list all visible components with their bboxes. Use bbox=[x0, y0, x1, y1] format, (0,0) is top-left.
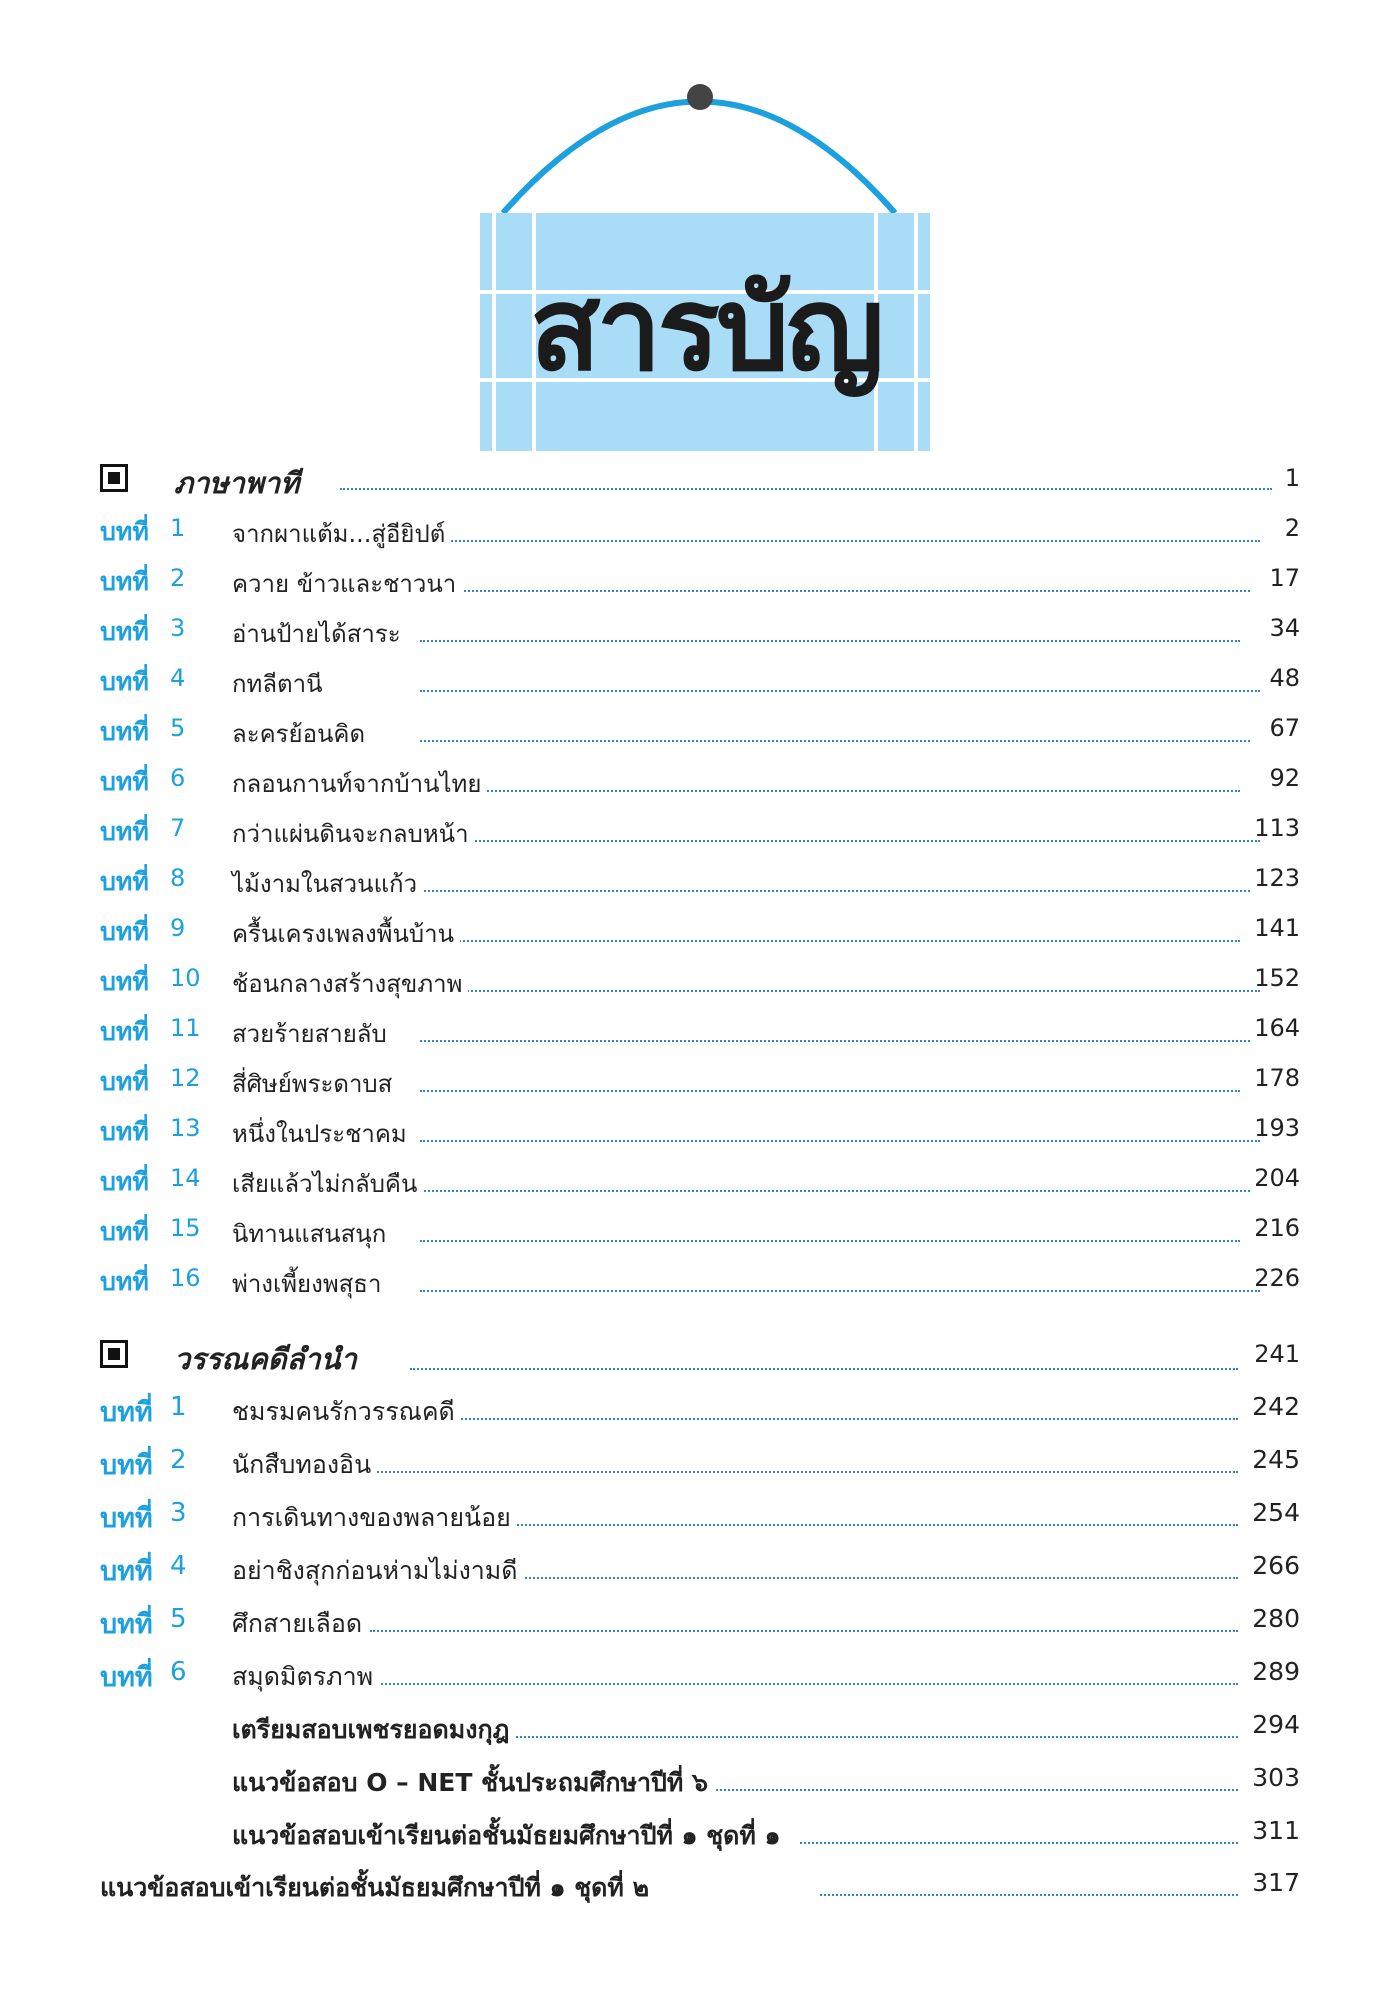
chapter-label: บทที่ bbox=[100, 817, 149, 846]
page-number: 67 bbox=[1269, 714, 1300, 742]
chapter-title: ควาย ข้าวและชาวนา bbox=[232, 564, 462, 603]
page-title: สารบัญ bbox=[529, 262, 881, 397]
chapter-number: 4 bbox=[170, 1551, 187, 1581]
page-number: 266 bbox=[1252, 1551, 1300, 1580]
chapter-number: 10 bbox=[170, 964, 201, 992]
dot-leader bbox=[420, 990, 1260, 992]
page-number: 242 bbox=[1252, 1392, 1300, 1421]
chapter-title: ไม้งามในสวนแก้ว bbox=[232, 864, 423, 903]
chapter-label: บทที่ bbox=[100, 867, 149, 896]
chapter-title: พ่างเพี้ยงพสุธา bbox=[232, 1264, 387, 1303]
page-number: 164 bbox=[1254, 1014, 1300, 1042]
dot-leader bbox=[420, 1190, 1250, 1192]
dot-leader bbox=[420, 890, 1250, 892]
page-number: 241 bbox=[1254, 1340, 1300, 1368]
dot-leader bbox=[370, 1630, 1238, 1632]
chapter-title: เสียแล้วไม่กลับคืน bbox=[232, 1164, 423, 1203]
chapter-label: บทที่ bbox=[100, 1450, 153, 1481]
toc-row[interactable] bbox=[0, 1060, 1400, 1100]
dot-leader bbox=[420, 640, 1240, 642]
page-number: 216 bbox=[1254, 1214, 1300, 1242]
toc-row[interactable] bbox=[0, 1260, 1400, 1300]
chapter-number: 15 bbox=[170, 1214, 201, 1242]
chapter-number: 11 bbox=[170, 1014, 201, 1042]
dot-leader bbox=[480, 1736, 1238, 1738]
chapter-title: จากผาแต้ม...สู่อียิปต์ bbox=[232, 514, 451, 553]
chapter-number: 3 bbox=[170, 614, 186, 642]
page-number: 289 bbox=[1252, 1657, 1300, 1686]
dot-leader bbox=[420, 540, 1260, 542]
nail-icon bbox=[687, 84, 713, 110]
chapter-label: บทที่ bbox=[100, 767, 149, 796]
extra-title: แนวข้อสอบเข้าเรียนต่อชั้นมัธยมศึกษาปีที่ ๑ ชุดที่ ๑ bbox=[232, 1816, 786, 1856]
page-number: 254 bbox=[1252, 1498, 1300, 1527]
chapter-number: 13 bbox=[170, 1114, 201, 1142]
page-number: 280 bbox=[1252, 1604, 1300, 1633]
toc-row[interactable] bbox=[0, 1210, 1400, 1250]
chapter-number: 5 bbox=[170, 1604, 187, 1634]
page-number: 141 bbox=[1254, 914, 1300, 942]
toc-row[interactable] bbox=[0, 710, 1400, 750]
page-number: 92 bbox=[1269, 764, 1300, 792]
page-number: 204 bbox=[1254, 1164, 1300, 1192]
toc-row[interactable] bbox=[0, 510, 1400, 550]
chapter-label: บทที่ bbox=[100, 1556, 153, 1587]
dot-leader bbox=[420, 790, 1240, 792]
chapter-label: บทที่ bbox=[100, 517, 149, 546]
page-number: 123 bbox=[1254, 864, 1300, 892]
page-number: 178 bbox=[1254, 1064, 1300, 1092]
dot-leader bbox=[420, 690, 1260, 692]
page-number: 113 bbox=[1254, 814, 1300, 842]
chapter-label: บทที่ bbox=[100, 1662, 153, 1693]
page-number: 48 bbox=[1269, 664, 1300, 692]
chapter-number: 4 bbox=[170, 664, 186, 692]
chapter-number: 1 bbox=[170, 1392, 187, 1422]
toc-row[interactable] bbox=[0, 1600, 1400, 1640]
title-sign bbox=[0, 0, 1400, 460]
page-number: 1 bbox=[1284, 464, 1300, 492]
page-number: 226 bbox=[1254, 1264, 1300, 1292]
chapter-title: อ่านป้ายได้สาระ bbox=[232, 614, 407, 653]
hanging-string bbox=[503, 102, 895, 214]
chapter-title: กว่าแผ่นดินจะกลบหน้า bbox=[232, 814, 475, 853]
dot-leader bbox=[370, 1418, 1238, 1420]
chapter-number: 3 bbox=[170, 1498, 187, 1528]
chapter-title: นักสืบทองอิน bbox=[232, 1445, 377, 1485]
dot-leader bbox=[820, 1894, 1238, 1896]
chapter-number: 8 bbox=[170, 864, 186, 892]
dot-leader bbox=[420, 1140, 1260, 1142]
chapter-title: ศึกสายเลือด bbox=[232, 1604, 368, 1644]
section-heading-part2[interactable] bbox=[0, 1336, 1400, 1376]
chapter-number: 7 bbox=[170, 814, 186, 842]
chapter-number: 9 bbox=[170, 914, 186, 942]
page-number: 17 bbox=[1269, 564, 1300, 592]
chapter-title: การเดินทางของพลายน้อย bbox=[232, 1498, 517, 1538]
chapter-label: บทที่ bbox=[100, 1017, 149, 1046]
chapter-title: ช้อนกลางสร้างสุขภาพ bbox=[232, 964, 468, 1003]
toc-row[interactable] bbox=[0, 860, 1400, 900]
dot-leader bbox=[410, 1368, 1238, 1370]
dot-leader bbox=[340, 488, 1272, 490]
chapter-label: บทที่ bbox=[100, 1609, 153, 1640]
chapter-label: บทที่ bbox=[100, 1117, 149, 1146]
section-title: วรรณคดีลำนำ bbox=[174, 1336, 363, 1382]
toc-row[interactable] bbox=[0, 810, 1400, 850]
chapter-number: 16 bbox=[170, 1264, 201, 1292]
extra-title: แนวข้อสอบ O – NET ชั้นประถมศึกษาปีที่ ๖ bbox=[232, 1763, 714, 1803]
toc-row[interactable] bbox=[0, 1494, 1400, 1534]
chapter-title: หนึ่งในประชาคม bbox=[232, 1114, 413, 1153]
chapter-label: บทที่ bbox=[100, 1397, 153, 1428]
chapter-label: บทที่ bbox=[100, 1067, 149, 1096]
chapter-label: บทที่ bbox=[100, 617, 149, 646]
chapter-label: บทที่ bbox=[100, 567, 149, 596]
page-number: 317 bbox=[1252, 1868, 1300, 1897]
chapter-number: 2 bbox=[170, 564, 186, 592]
toc-row-extra[interactable] bbox=[0, 1759, 1400, 1799]
toc-row-extra[interactable] bbox=[0, 1812, 1400, 1852]
chapter-title: นิทานแสนสนุก bbox=[232, 1214, 392, 1253]
dot-leader bbox=[420, 1040, 1250, 1042]
section-title: ภาษาพาที bbox=[174, 460, 305, 506]
toc-row[interactable] bbox=[0, 1441, 1400, 1481]
chapter-title: สี่ศิษย์พระดาบส bbox=[232, 1064, 398, 1103]
chapter-number: 14 bbox=[170, 1164, 201, 1192]
page-number: 245 bbox=[1252, 1445, 1300, 1474]
dot-leader bbox=[420, 590, 1250, 592]
page-number: 152 bbox=[1254, 964, 1300, 992]
page-number: 34 bbox=[1269, 614, 1300, 642]
page-number: 294 bbox=[1252, 1710, 1300, 1739]
chapter-title: ครื้นเครงเพลงพื้นบ้าน bbox=[232, 914, 460, 953]
dot-leader bbox=[420, 840, 1260, 842]
chapter-label: บทที่ bbox=[100, 1217, 149, 1246]
chapter-label: บทที่ bbox=[100, 717, 149, 746]
extra-title: เตรียมสอบเพชรยอดมงกุฎ bbox=[232, 1710, 515, 1750]
toc-row[interactable] bbox=[0, 910, 1400, 950]
chapter-number: 12 bbox=[170, 1064, 201, 1092]
chapter-number: 6 bbox=[170, 764, 186, 792]
extra-title: แนวข้อสอบเข้าเรียนต่อชั้นมัธยมศึกษาปีที่ ๑ ชุดที่ ๒ bbox=[100, 1868, 655, 1908]
chapter-number: 6 bbox=[170, 1657, 187, 1687]
toc-row-extra[interactable] bbox=[0, 1706, 1400, 1746]
chapter-label: บทที่ bbox=[100, 917, 149, 946]
dot-leader bbox=[420, 1240, 1240, 1242]
toc-row[interactable] bbox=[0, 1010, 1400, 1050]
section-heading-part1[interactable] bbox=[0, 460, 1400, 500]
toc-row[interactable] bbox=[0, 610, 1400, 650]
dot-leader bbox=[370, 1471, 1238, 1473]
dot-leader bbox=[420, 1090, 1240, 1092]
page-number: 193 bbox=[1254, 1114, 1300, 1142]
toc-row[interactable] bbox=[0, 1160, 1400, 1200]
chapter-label: บทที่ bbox=[100, 1167, 149, 1196]
toc-row[interactable] bbox=[0, 1653, 1400, 1693]
page-number: 303 bbox=[1252, 1763, 1300, 1792]
chapter-title: กลอนกานท์จากบ้านไทย bbox=[232, 764, 487, 803]
toc-row-final[interactable] bbox=[0, 1864, 1400, 1904]
page-number: 2 bbox=[1284, 514, 1300, 542]
square-bullet-icon bbox=[100, 464, 128, 492]
toc-row[interactable] bbox=[0, 1388, 1400, 1428]
dot-leader bbox=[420, 940, 1240, 942]
chapter-number: 5 bbox=[170, 714, 186, 742]
dot-leader bbox=[420, 1290, 1260, 1292]
chapter-label: บทที่ bbox=[100, 1267, 149, 1296]
chapter-title: สมุดมิตรภาพ bbox=[232, 1657, 379, 1697]
toc-row[interactable] bbox=[0, 560, 1400, 600]
square-bullet-icon bbox=[100, 1340, 128, 1368]
toc-row[interactable] bbox=[0, 960, 1400, 1000]
chapter-number: 2 bbox=[170, 1445, 187, 1475]
chapter-number: 1 bbox=[170, 514, 186, 542]
chapter-label: บทที่ bbox=[100, 1503, 153, 1534]
chapter-title: ชมรมคนรักวรรณคดี bbox=[232, 1392, 461, 1432]
chapter-title: อย่าชิงสุกก่อนห่ามไม่งามดี bbox=[232, 1551, 524, 1591]
dot-leader bbox=[420, 740, 1250, 742]
toc-row[interactable] bbox=[0, 660, 1400, 700]
chapter-label: บทที่ bbox=[100, 967, 149, 996]
toc-row[interactable] bbox=[0, 760, 1400, 800]
dot-leader bbox=[800, 1842, 1238, 1844]
chapter-label: บทที่ bbox=[100, 667, 149, 696]
dot-leader bbox=[640, 1789, 1238, 1791]
chapter-title: ละครย้อนคิด bbox=[232, 714, 371, 753]
chapter-title: สวยร้ายสายลับ bbox=[232, 1014, 393, 1053]
toc-row[interactable] bbox=[0, 1110, 1400, 1150]
toc-row[interactable] bbox=[0, 1547, 1400, 1587]
dot-leader bbox=[370, 1683, 1238, 1685]
page-number: 311 bbox=[1252, 1816, 1300, 1845]
chapter-title: กทลีตานี bbox=[232, 664, 329, 703]
